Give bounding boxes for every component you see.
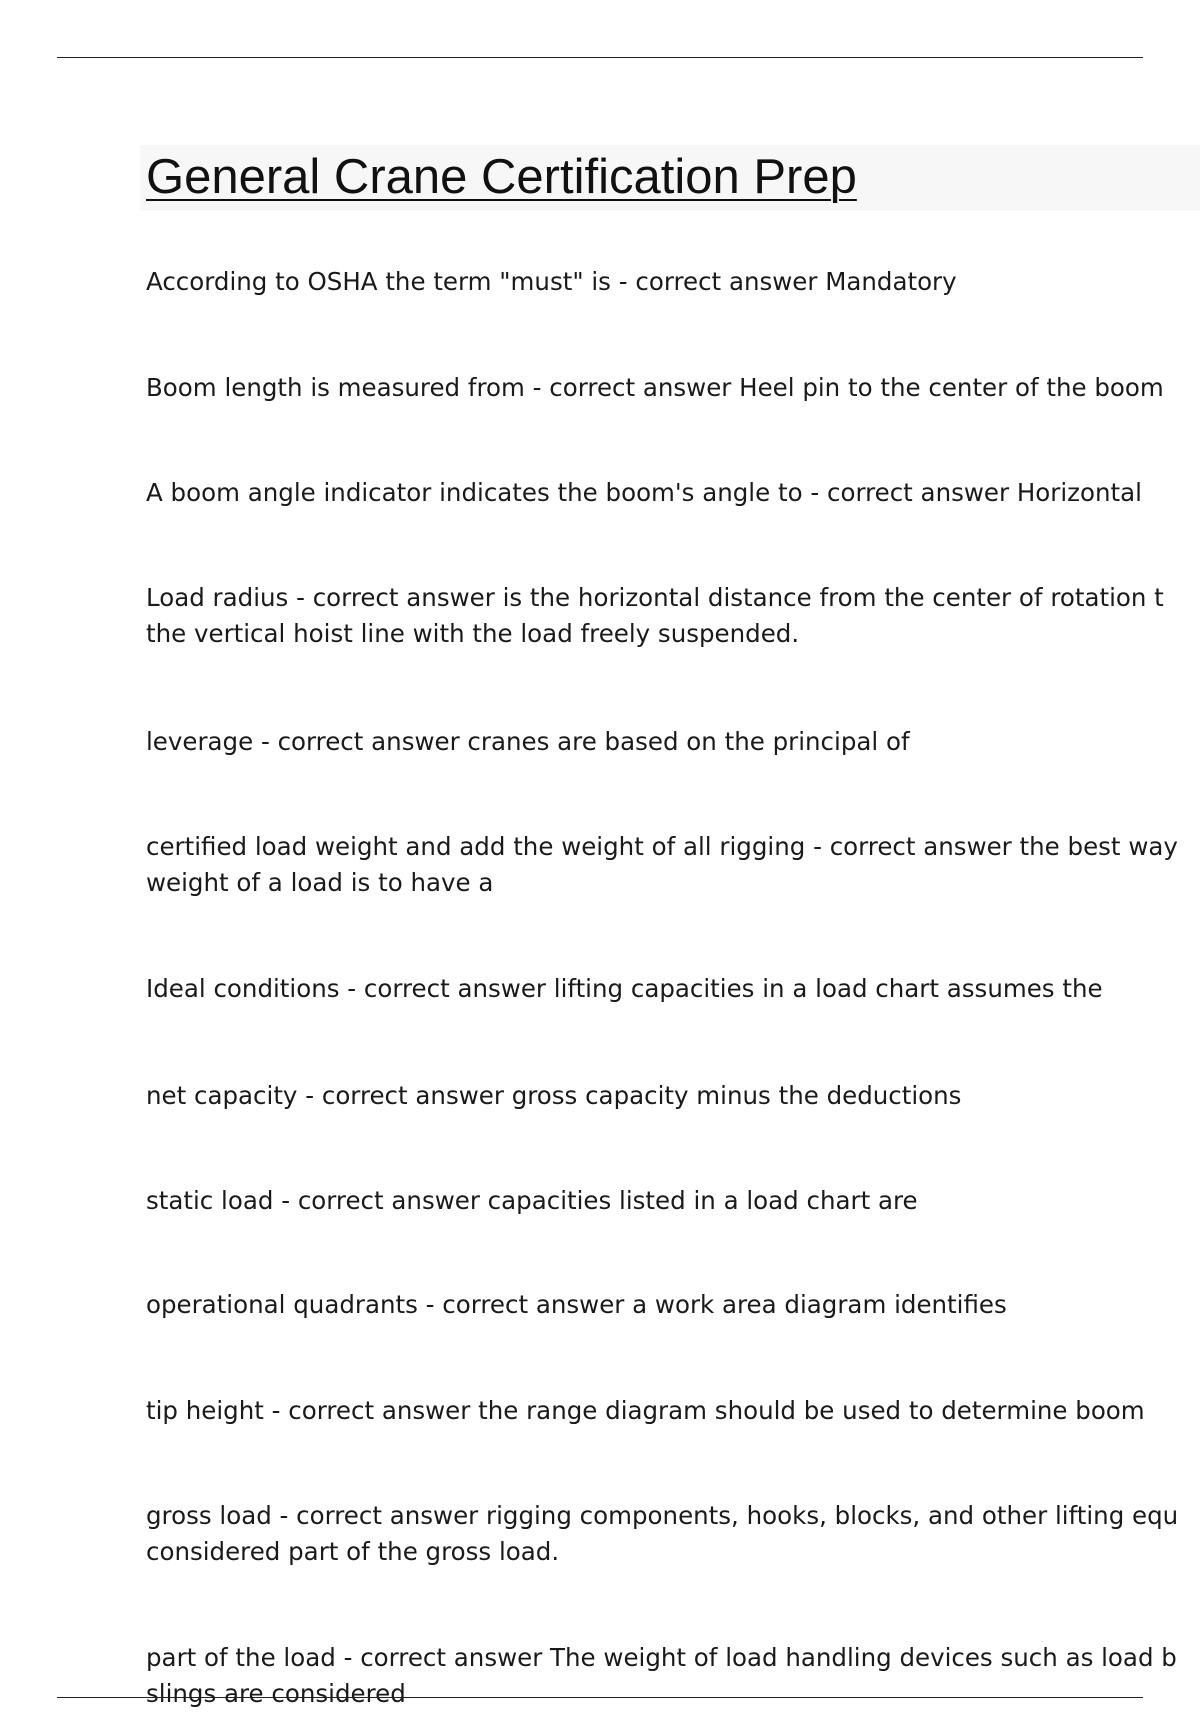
qa-entry-11 xyxy=(146,1393,1145,1429)
qa-entry-4-line-2: the vertical hoist line with the load freely suspended. xyxy=(146,619,800,648)
qa-entry-6-line-2: weight of a load is to have a xyxy=(146,868,494,897)
qa-entry-11-line-1: tip height - correct answer the range diagram should be used to determine boom xyxy=(146,1396,1145,1425)
qa-entry-1-line-1: According to OSHA the term "must" is - correct answer Mandatory xyxy=(146,267,957,296)
top-rule xyxy=(57,57,1143,58)
qa-entry-12-line-2: considered part of the gross load. xyxy=(146,1537,560,1566)
qa-entry-9 xyxy=(146,1183,918,1219)
qa-entry-1 xyxy=(146,264,957,300)
qa-entry-12-line-1: gross load - correct answer rigging components, hooks, blocks, and other lifting equ xyxy=(146,1501,1179,1530)
qa-entry-10-line-1: operational quadrants - correct answer a work area diagram identifies xyxy=(146,1290,1007,1319)
qa-entry-3 xyxy=(146,475,1142,511)
qa-entry-8-line-1: net capacity - correct answer gross capacity minus the deductions xyxy=(146,1081,962,1110)
qa-entry-3-line-1: A boom angle indicator indicates the boom's angle to - correct answer Horizontal xyxy=(146,478,1142,507)
qa-entry-8 xyxy=(146,1078,961,1114)
qa-entry-5 xyxy=(146,724,910,760)
qa-entry-6 xyxy=(146,829,1178,901)
qa-entry-9-line-1: static load - correct answer capacities listed in a load chart are xyxy=(146,1186,918,1215)
document-title: General Crane Certification Prep xyxy=(146,150,857,204)
qa-entry-2-line-1: Boom length is measured from - correct answer Heel pin to the center of the boom xyxy=(146,373,1164,402)
qa-entry-13 xyxy=(146,1640,1177,1712)
qa-entry-7 xyxy=(146,971,1103,1007)
qa-entry-4-line-1: Load radius - correct answer is the horizontal distance from the center of rotation t xyxy=(146,583,1164,612)
qa-entry-6-line-1: certified load weight and add the weight of all rigging - correct answer the best way xyxy=(146,832,1178,861)
bottom-rule xyxy=(57,1697,1143,1698)
qa-entry-5-line-1: leverage - correct answer cranes are based on the principal of xyxy=(146,727,910,756)
qa-entry-4 xyxy=(146,580,1164,652)
qa-entry-13-line-1: part of the load - correct answer The weight of load handling devices such as load b xyxy=(146,1643,1177,1672)
qa-entry-10 xyxy=(146,1287,1007,1323)
qa-entry-13-line-2: slings are considered xyxy=(146,1679,406,1708)
qa-entry-2 xyxy=(146,370,1164,406)
qa-entry-12 xyxy=(146,1498,1178,1570)
qa-entry-7-line-1: Ideal conditions - correct answer lifting capacities in a load chart assumes the xyxy=(146,974,1103,1003)
